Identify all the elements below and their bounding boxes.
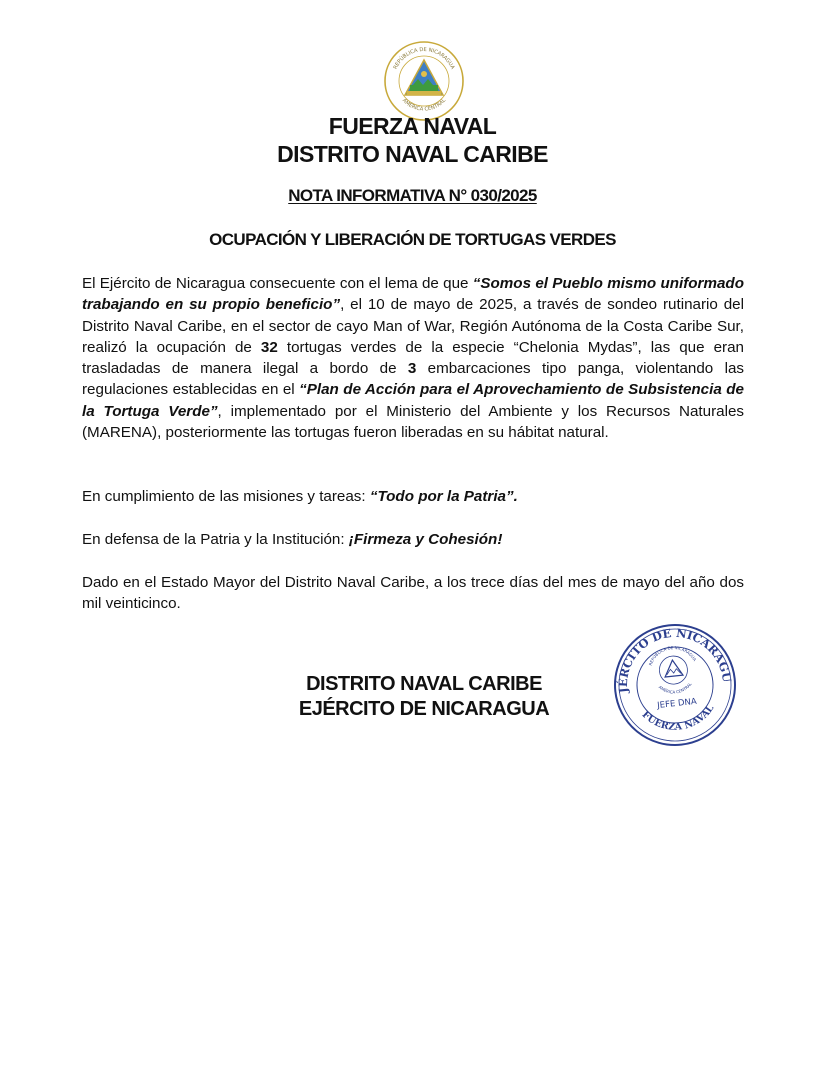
signature-ejercito: EJÉRCITO DE NICARAGUA	[298, 698, 550, 720]
seal-top-text: EJÉRCITO DE NICARAGUA	[615, 625, 735, 694]
p2-motto: “Todo por la Patria”.	[369, 488, 518, 505]
document-title: OCUPACIÓN Y LIBERACIÓN DE TORTUGAS VERDES	[209, 230, 616, 249]
p1-boat-count: 3	[407, 360, 417, 378]
p1-plan-name: “Plan de Acción para el Aprovechamiento de Subsistencia de la Tortuga Verde”	[82, 381, 744, 420]
svg-text:EJÉRCITO DE NICARAGUA	[610, 620, 734, 696]
p1-text-3: tortugas verdes de la especie “Chelonia Mydas”, las que eran trasladadas de manera ilegal a bordo de	[82, 338, 745, 378]
seal-inner-bottom-text: AMÉRICA CENTRAL	[657, 681, 693, 695]
emblem-text-bottom: AMÉRICA CENTRAL	[400, 97, 448, 113]
p1-text-4: embarcaciones tipo panga, violentando las regulaciones establecidas en el	[82, 360, 744, 399]
p1-motto: “Somos el Pueblo mismo uniformado trabajando en su propio beneficio”	[82, 275, 744, 314]
svg-text:AMÉRICA CENTRAL	[657, 681, 694, 697]
emblem-text-top: REPÚBLICA DE NICARAGUA	[392, 46, 456, 71]
seal-inner-top-text: REPÚBLICA DE NICARAGUA	[647, 645, 698, 667]
p3-motto: ¡Firmeza y Cohesión!	[348, 531, 503, 548]
paragraph-date: Dado en el Estado Mayor del Distrito Naval Caribe, a los trece días del mes de mayo del año dos mil veinticinco.	[82, 574, 744, 613]
svg-text:REPÚBLICA DE NICARAGUA	[646, 643, 698, 667]
p1-text-1: El Ejército de Nicaragua consecuente con el lema de que	[82, 275, 473, 292]
nicaragua-emblem-icon	[383, 40, 465, 122]
paragraph-mission	[82, 486, 744, 507]
p1-turtle-count: 32	[260, 338, 278, 356]
paragraph-defense	[82, 529, 744, 550]
p1-text-2: , el 10 de mayo de 2025, a través de sondeo rutinario del Distrito Naval Caribe, en el sector de cayo Man of War, Región Autónoma de la Costa Caribe Sur, realizó la ocupación de	[82, 296, 744, 356]
official-seal-stamp	[610, 620, 740, 750]
signature-distrito: DISTRITO NAVAL CARIBE	[306, 673, 542, 695]
header-fuerza-naval: FUERZA NAVAL	[328, 113, 497, 139]
document-number: NOTA INFORMATIVA N° 030/2025	[288, 186, 537, 205]
p2-text: En cumplimiento de las misiones y tareas:	[82, 488, 370, 505]
seal-center-text: JEFE DNA	[656, 696, 698, 711]
p1-text-5: , implementado por el Ministerio del Ambiente y los Recursos Naturales (MARENA), posteriormente las tortugas fueron liberadas en su hábitat natural.	[82, 402, 745, 442]
header-distrito-naval: DISTRITO NAVAL CARIBE	[277, 141, 548, 167]
seal-bottom-text: FUERZA NAVAL	[639, 703, 717, 733]
p3-text: En defensa de la Patria y la Institución:	[82, 531, 349, 548]
paragraph-main	[82, 273, 744, 443]
